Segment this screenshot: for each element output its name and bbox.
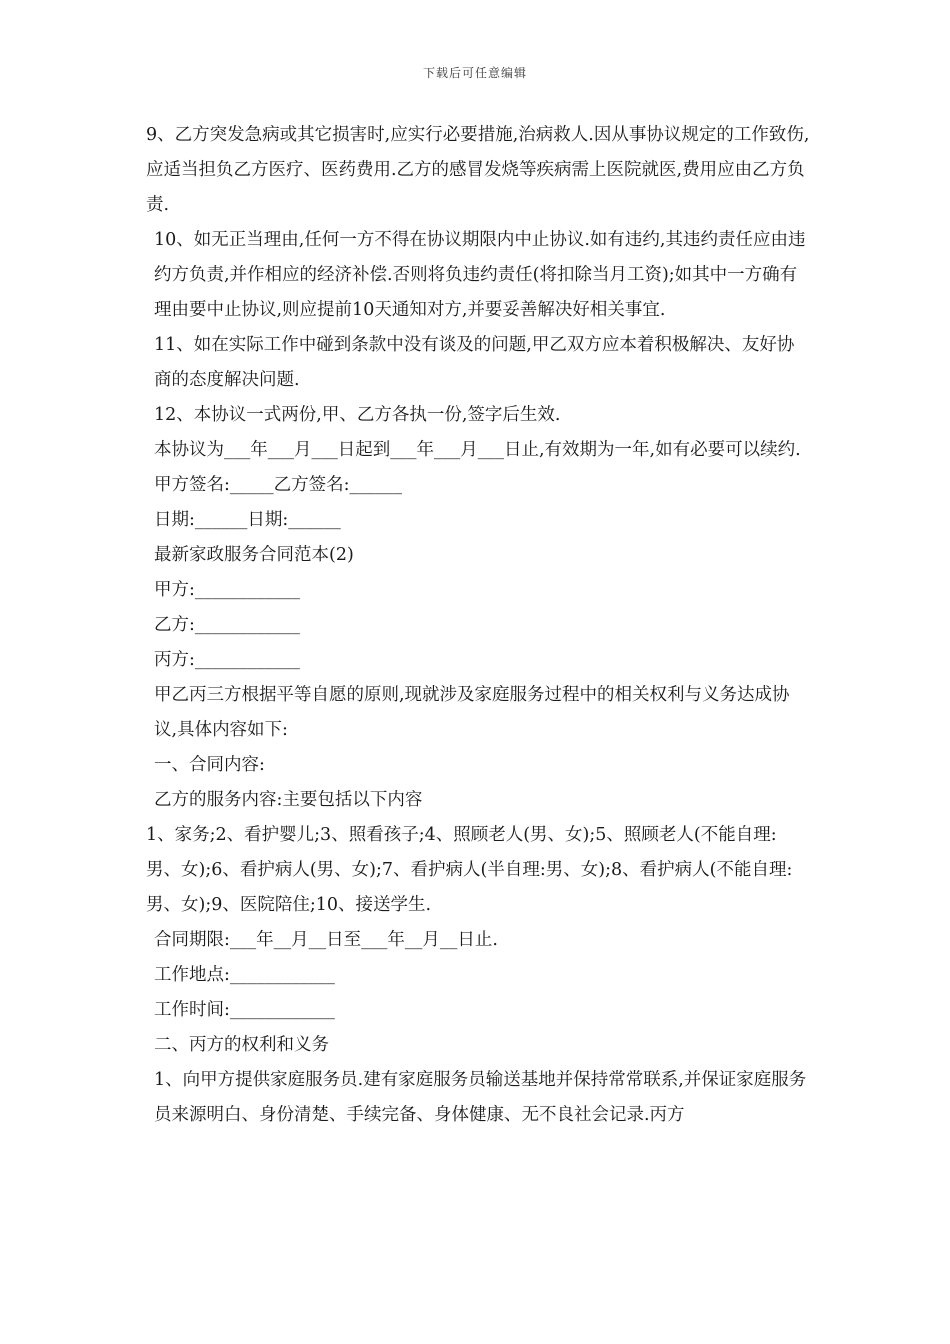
page-header: 下载后可任意编辑	[422, 66, 527, 80]
paragraph: 工作地点:____________	[154, 965, 335, 985]
paragraph: 11、如在实际工作中碰到条款中没有谈及的问题,甲乙双方应本着积极解决、友好协商的态度解决问题.	[154, 335, 795, 390]
paragraph: 10、如无正当理由,任何一方不得在协议期限内中止协议.如有违约,其违约责任应由违约方负责,并作相应的经济补偿.否则将负违约责任(将扣除当月工资);如其中一方确有理由要中止协议,则应提前10天通知对方,并要妥善解决好相关事宜.	[154, 230, 806, 320]
paragraph: 二、丙方的权利和义务	[154, 1035, 329, 1055]
paragraph: 1、家务;2、看护婴儿;3、照看孩子;4、照顾老人(男、女);5、照顾老人(不能自理:男、女);6、看护病人(男、女);7、看护病人(半自理:男、女);8、看护病人(不能自理:男、女);9、医院陪住;10、接送学生.	[146, 825, 793, 915]
paragraph: 乙方的服务内容:主要包括以下内容	[154, 790, 423, 810]
paragraph: 合同期限:___年__月__日至___年__月__日止.	[154, 930, 498, 950]
document-body	[146, 118, 810, 1133]
paragraph: 1、向甲方提供家庭服务员.建有家庭服务员输送基地并保持常常联系,并保证家庭服务员来源明白、身份清楚、手续完备、身体健康、无不良社会记录.丙方	[154, 1070, 807, 1125]
paragraph: 12、本协议一式两份,甲、乙方各执一份,签字后生效.	[154, 405, 561, 425]
section-title: 最新家政服务合同范本(2)	[154, 545, 354, 565]
paragraph: 乙方:____________	[154, 615, 300, 635]
paragraph: 甲方签名:_____乙方签名:______	[154, 475, 403, 495]
paragraph: 一、合同内容:	[154, 755, 265, 775]
paragraph: 甲方:____________	[154, 580, 300, 600]
paragraph: 9、乙方突发急病或其它损害时,应实行必要措施,治病救人.因从事协议规定的工作致伤,应适当担负乙方医疗、医药费用.乙方的感冒发烧等疾病需上医院就医,费用应由乙方负责.	[146, 125, 810, 215]
paragraph: 日期:______日期:______	[154, 510, 341, 530]
paragraph: 工作时间:____________	[154, 1000, 335, 1020]
paragraph: 丙方:____________	[154, 650, 300, 670]
paragraph: 甲乙丙三方根据平等自愿的原则,现就涉及家庭服务过程中的相关权利与义务达成协议,具体内容如下:	[154, 685, 790, 740]
paragraph: 本协议为___年___月___日起到___年___月___日止,有效期为一年,如有必要可以续约.	[154, 440, 801, 460]
